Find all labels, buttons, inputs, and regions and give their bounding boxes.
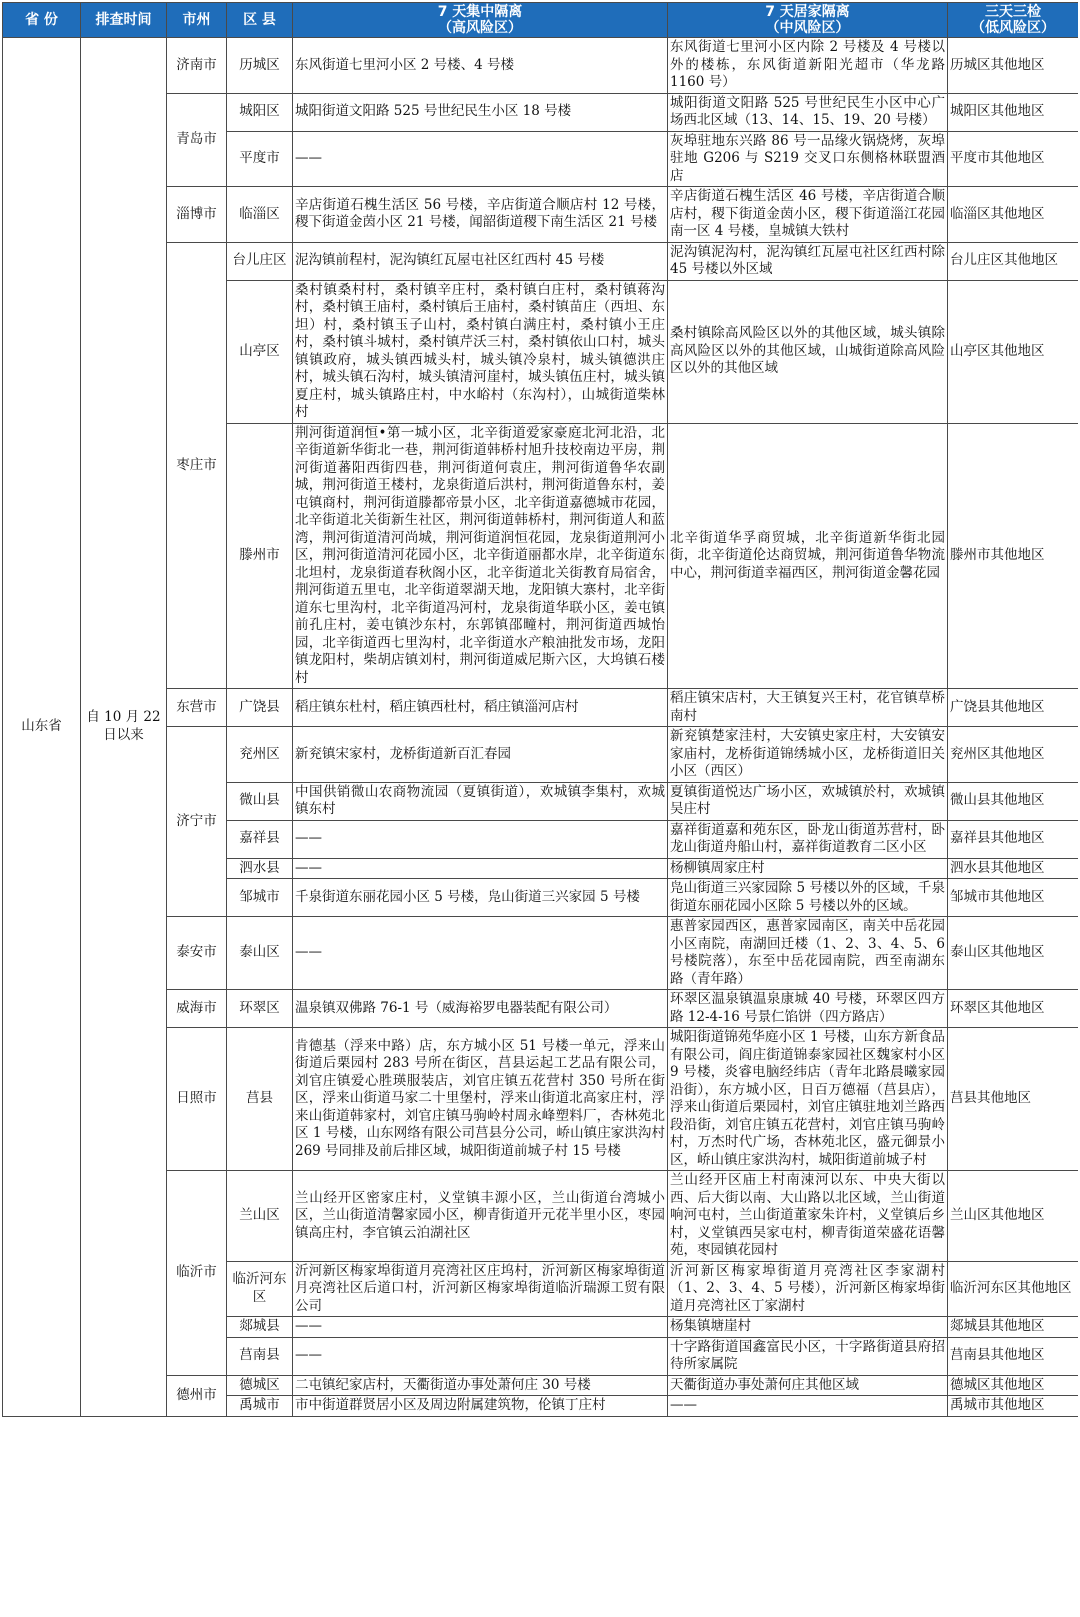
low-risk-cell: 兖州区其他地区 — [948, 727, 1079, 783]
header-row — [3, 3, 1079, 38]
mid-risk-cell: 稻庄镇宋店村，大王镇复兴王村，花官镇草桥南村 — [668, 689, 948, 727]
low-risk-cell: 嘉祥县其他地区 — [948, 820, 1079, 858]
low-risk-cell: 禹城市其他地区 — [948, 1396, 1079, 1417]
high-risk-cell: 千泉街道东丽花园小区 5 号楼，凫山街道三兴家园 5 号楼 — [293, 879, 668, 917]
header-low-sub: （低风险区） — [971, 20, 1055, 36]
city-cell: 德州市 — [167, 1375, 227, 1416]
city-cell: 临沂市 — [167, 1171, 227, 1376]
high-risk-cell: 兰山经开区密家庄村，义堂镇丰源小区，兰山街道台湾城小区，兰山街道清馨家园小区，柳青街道开元花半里小区，枣园镇高庄村，李官镇云泊湖社区 — [293, 1171, 668, 1262]
county-cell: 历城区 — [227, 38, 293, 94]
high-risk-cell: 辛店街道石槐生活区 56 号楼，辛店街道合顺店村 12 号楼，稷下街道金茵小区 21 号楼，闻韶街道稷下南生活区 21 号楼 — [293, 187, 668, 243]
low-risk-cell: 德城区其他地区 — [948, 1375, 1079, 1396]
mid-risk-cell: 城阳街道锦苑华庭小区 1 号楼，山东方新食品有限公司，阎庄街道锦泰家园社区魏家村小区 9 号楼，炎睿电脑经纬店（青年北路晨曦家园沿街），东方城小区，日百万德福（莒县店），浮来山街道后栗园村，刘官庄镇驻地刘兰路西段沿街，刘官庄镇五花营村，刘官庄镇马驹岭村，万杰时代广场，杏林苑北区，盛元御景小区，峤山镇庄家洪沟村，城阳街道前城子村 — [668, 1028, 948, 1171]
city-cell: 淄博市 — [167, 187, 227, 243]
city-cell: 青岛市 — [167, 93, 227, 187]
low-risk-cell: 山亭区其他地区 — [948, 280, 1079, 423]
high-risk-cell: —— — [293, 917, 668, 990]
low-risk-cell: 邹城市其他地区 — [948, 879, 1079, 917]
county-cell: 兖州区 — [227, 727, 293, 783]
header-low-title: 三天三检 — [985, 4, 1041, 20]
county-cell: 邹城市 — [227, 879, 293, 917]
low-risk-cell: 临淄区其他地区 — [948, 187, 1079, 243]
county-cell: 泗水县 — [227, 858, 293, 879]
high-risk-cell: 肯德基（浮来中路）店，东方城小区 51 号楼一单元，浮来山街道后栗园村 283 号所在街区，莒县运起工艺品有限公司，刘官庄镇爱心胜瑛服装店，刘官庄镇五花营村 350 号所在街区，浮来山街道马家二十里堡村，浮来山街道北高家庄村，浮来山街道韩家村，刘官庄镇马驹岭村周永峰塑料厂，杏林苑北区 1 号楼，山东网络有限公司莒县分公司，峤山镇庄家洪沟村 269 号同排及前后排区域，城阳街道前城子村 15 号楼 — [293, 1028, 668, 1171]
city-cell: 济南市 — [167, 38, 227, 94]
county-cell: 莒南县 — [227, 1337, 293, 1375]
mid-risk-cell: 凫山街道三兴家园除 5 号楼以外的区域，千泉街道东丽花园小区除 5 号楼以外的区域。 — [668, 879, 948, 917]
city-cell: 枣庄市 — [167, 242, 227, 689]
high-risk-cell: —— — [293, 131, 668, 187]
risk-area-table — [2, 2, 1078, 1417]
mid-risk-cell: 杨集镇塘崖村 — [668, 1317, 948, 1338]
city-cell: 泰安市 — [167, 917, 227, 990]
header-high-title: 7 天集中隔离 — [437, 4, 523, 20]
county-cell: 滕州市 — [227, 423, 293, 689]
county-cell: 泰山区 — [227, 917, 293, 990]
high-risk-cell: —— — [293, 1337, 668, 1375]
county-cell: 台儿庄区 — [227, 242, 293, 280]
high-risk-cell: 市中街道群贤居小区及周边附属建筑物，伦镇丁庄村 — [293, 1396, 668, 1417]
header-high-sub: （高风险区） — [438, 20, 522, 36]
province-cell: 山东省 — [3, 38, 81, 1417]
low-risk-cell: 环翠区其他地区 — [948, 990, 1079, 1028]
city-cell: 济宁市 — [167, 727, 227, 917]
low-risk-cell: 郯城县其他地区 — [948, 1317, 1079, 1338]
high-risk-cell: 荆河街道润恒•第一城小区，北辛街道爱家豪庭北河北沿，北辛街道新华街北一巷，荆河街道韩桥村旭升技校南边平房，荆河街道蕃阳西街四巷，荆河街道何袁庄，荆河街道鲁华农副城，荆河街道王楼村，龙泉街道后洪村，荆河街道鲁东村，姜屯镇商村，荆河街道滕都帝景小区，北辛街道嘉德城市花园，北辛街道北关街新生社区，荆河街道韩桥村，荆河街道人和蓝湾，荆河街道清河尚城，荆河街道润恒花园，龙泉街道荆河小区，荆河街道清河花园小区，北辛街道丽都水岸，北辛街道东北坦村，龙泉街道春秋阁小区，北辛街道北关街教育局宿舍，荆河街道五里屯，北辛街道翠湖天地，龙阳镇大寨村，北辛街道东七里沟村，北辛街道冯河村，龙泉街道华联小区，姜屯镇前孔庄村，姜屯镇沙东村，东郭镇邵疃村，荆河街道西城怡园，北辛街道西七里沟村，北辛街道水产粮油批发市场，龙阳镇龙阳村，柴胡店镇刘村，荆河街道威尼斯六区，大坞镇石楼村 — [293, 423, 668, 689]
county-cell: 禹城市 — [227, 1396, 293, 1417]
low-risk-cell: 泰山区其他地区 — [948, 917, 1079, 990]
mid-risk-cell: 城阳街道文阳路 525 号世纪民生小区中心广场西北区域（13、14、15、19、20 号楼） — [668, 93, 948, 131]
document-page — [2, 2, 1078, 1613]
date-cell: 自 10 月 22 日以来 — [81, 38, 167, 1417]
high-risk-cell: 沂河新区梅家埠街道月亮湾社区庄坞村，沂河新区梅家埠街道月亮湾社区后道口村，沂河新区梅家埠街道临沂瑞源工贸有限公司 — [293, 1261, 668, 1317]
high-risk-cell: 城阳街道文阳路 525 号世纪民生小区 18 号楼 — [293, 93, 668, 131]
mid-risk-cell: 夏镇街道悦达广场小区，欢城镇於村，欢城镇吴庄村 — [668, 782, 948, 820]
county-cell: 嘉祥县 — [227, 820, 293, 858]
low-risk-cell: 兰山区其他地区 — [948, 1171, 1079, 1262]
high-risk-cell: 新兖镇宋家村，龙桥街道新百汇春园 — [293, 727, 668, 783]
low-risk-cell: 微山县其他地区 — [948, 782, 1079, 820]
low-risk-cell: 城阳区其他地区 — [948, 93, 1079, 131]
mid-risk-cell: 沂河新区梅家埠街道月亮湾社区李家湖村（1、2、3、4、5 号楼），沂河新区梅家埠街道月亮湾社区丁家湖村 — [668, 1261, 948, 1317]
low-risk-cell: 莒县其他地区 — [948, 1028, 1079, 1171]
low-risk-cell: 泗水县其他地区 — [948, 858, 1079, 879]
header-mid-risk — [668, 3, 948, 38]
mid-risk-cell: 惠普家园西区，惠普家园南区，南关中岳花园小区南院，南湖回迁楼（1、2、3、4、5、6 号楼院落），东至中岳花园南院，西至南湖东路（青年路） — [668, 917, 948, 990]
mid-risk-cell: 辛店街道石槐生活区 46 号楼，辛店街道合顺店村，稷下街道金茵小区，稷下街道淄江花园南一区 4 号楼，皇城镇大铁村 — [668, 187, 948, 243]
county-cell: 兰山区 — [227, 1171, 293, 1262]
header-county: 区 县 — [227, 3, 293, 38]
high-risk-cell: —— — [293, 1317, 668, 1338]
header-province: 省 份 — [3, 3, 81, 38]
high-risk-cell: 中国供销微山农商物流园（夏镇街道），欢城镇李集村，欢城镇东村 — [293, 782, 668, 820]
city-cell: 威海市 — [167, 990, 227, 1028]
mid-risk-cell: 泥沟镇泥沟村，泥沟镇红瓦屋屯社区红西村除 45 号楼以外区域 — [668, 242, 948, 280]
low-risk-cell: 平度市其他地区 — [948, 131, 1079, 187]
county-cell: 微山县 — [227, 782, 293, 820]
header-mid-sub: （中风险区） — [765, 20, 850, 36]
high-risk-cell: 温泉镇双佛路 76-1 号（威海裕罗电器装配有限公司） — [293, 990, 668, 1028]
header-high-risk — [293, 3, 668, 38]
high-risk-cell: 东风街道七里河小区 2 号楼、4 号楼 — [293, 38, 668, 94]
low-risk-cell: 历城区其他地区 — [948, 38, 1079, 94]
low-risk-cell: 滕州市其他地区 — [948, 423, 1079, 689]
high-risk-cell: 桑村镇桑村村，桑村镇辛庄村，桑村镇白庄村，桑村镇蒋沟村，桑村镇王庙村，桑村镇后王庙村，桑村镇苗庄（西坦、东坦）村，桑村镇玉子山村，桑村镇白满庄村，桑村镇小王庄村，桑村镇斗城村，桑村镇芹沃三村，桑村镇依山口村，城头镇镇政府，城头镇西城头村，城头镇冷泉村，城头镇德洪庄村，城头镇石沟村，城头镇清河崖村，城头镇伍庄村，城头镇夏庄村，城头镇路庄村，中水峪村（东沟村），山城街道柴林村 — [293, 280, 668, 423]
county-cell: 广饶县 — [227, 689, 293, 727]
county-cell: 德城区 — [227, 1375, 293, 1396]
header-city: 市州 — [167, 3, 227, 38]
header-low-risk — [948, 3, 1079, 38]
high-risk-cell: —— — [293, 858, 668, 879]
low-risk-cell: 台儿庄区其他地区 — [948, 242, 1079, 280]
mid-risk-cell: 东风街道七里河小区内除 2 号楼及 4 号楼以外的楼栋，东风街道新阳光超市（华龙路 1160 号） — [668, 38, 948, 94]
county-cell: 平度市 — [227, 131, 293, 187]
low-risk-cell: 莒南县其他地区 — [948, 1337, 1079, 1375]
city-cell: 日照市 — [167, 1028, 227, 1171]
county-cell: 临沂河东区 — [227, 1261, 293, 1317]
mid-risk-cell: 北辛街道华孚商贸城，北辛街道新华街北园街，北辛街道伦达商贸城，荆河街道鲁华物流中心，荆河街道幸福西区，荆河街道金馨花园 — [668, 423, 948, 689]
mid-risk-cell: —— — [668, 1396, 948, 1417]
mid-risk-cell: 杨柳镇周家庄村 — [668, 858, 948, 879]
high-risk-cell: 二屯镇纪家店村，天衢街道办事处萧何庄 30 号楼 — [293, 1375, 668, 1396]
city-cell: 东营市 — [167, 689, 227, 727]
mid-risk-cell: 天衢街道办事处萧何庄其他区域 — [668, 1375, 948, 1396]
county-cell: 城阳区 — [227, 93, 293, 131]
header-date: 排查时间 — [81, 3, 167, 38]
county-cell: 郯城县 — [227, 1317, 293, 1338]
mid-risk-cell: 嘉祥街道嘉和苑东区，卧龙山街道苏营村，卧龙山街道舟船山村，嘉祥街道教育二区小区 — [668, 820, 948, 858]
high-risk-cell: 稻庄镇东杜村，稻庄镇西杜村，稻庄镇淄河店村 — [293, 689, 668, 727]
table-row — [3, 38, 1079, 94]
mid-risk-cell: 兰山经开区庙上村南涑河以东、中央大街以西、后大街以南、大山路以北区域，兰山街道响河屯村，兰山街道董家朱许村，义堂镇后乡村，义堂镇西吴家屯村，柳青街道荣盛花语馨苑，枣园镇花园村 — [668, 1171, 948, 1262]
county-cell: 莒县 — [227, 1028, 293, 1171]
county-cell: 山亭区 — [227, 280, 293, 423]
mid-risk-cell: 十字路街道国鑫富民小区，十字路街道县府招待所家属院 — [668, 1337, 948, 1375]
low-risk-cell: 广饶县其他地区 — [948, 689, 1079, 727]
mid-risk-cell: 灰埠驻地东兴路 86 号一品缘火锅烧烤，灰埠驻地 G206 与 S219 交叉口东侧格林联盟酒店 — [668, 131, 948, 187]
header-mid-title: 7 天居家隔离 — [765, 4, 850, 20]
county-cell: 临淄区 — [227, 187, 293, 243]
mid-risk-cell: 桑村镇除高风险区以外的其他区域，城头镇除高风险区以外的其他区域，山城街道除高风险区以外的其他区域 — [668, 280, 948, 423]
high-risk-cell: 泥沟镇前程村，泥沟镇红瓦屋屯社区红西村 45 号楼 — [293, 242, 668, 280]
high-risk-cell: —— — [293, 820, 668, 858]
mid-risk-cell: 环翠区温泉镇温泉康城 40 号楼，环翠区四方路 12-4-16 号景仁馅饼（四方路店） — [668, 990, 948, 1028]
county-cell: 环翠区 — [227, 990, 293, 1028]
low-risk-cell: 临沂河东区其他地区 — [948, 1261, 1079, 1317]
mid-risk-cell: 新兖镇楚家洼村，大安镇史家庄村，大安镇安家庙村，龙桥街道锦绣城小区，龙桥街道旧关小区（西区） — [668, 727, 948, 783]
